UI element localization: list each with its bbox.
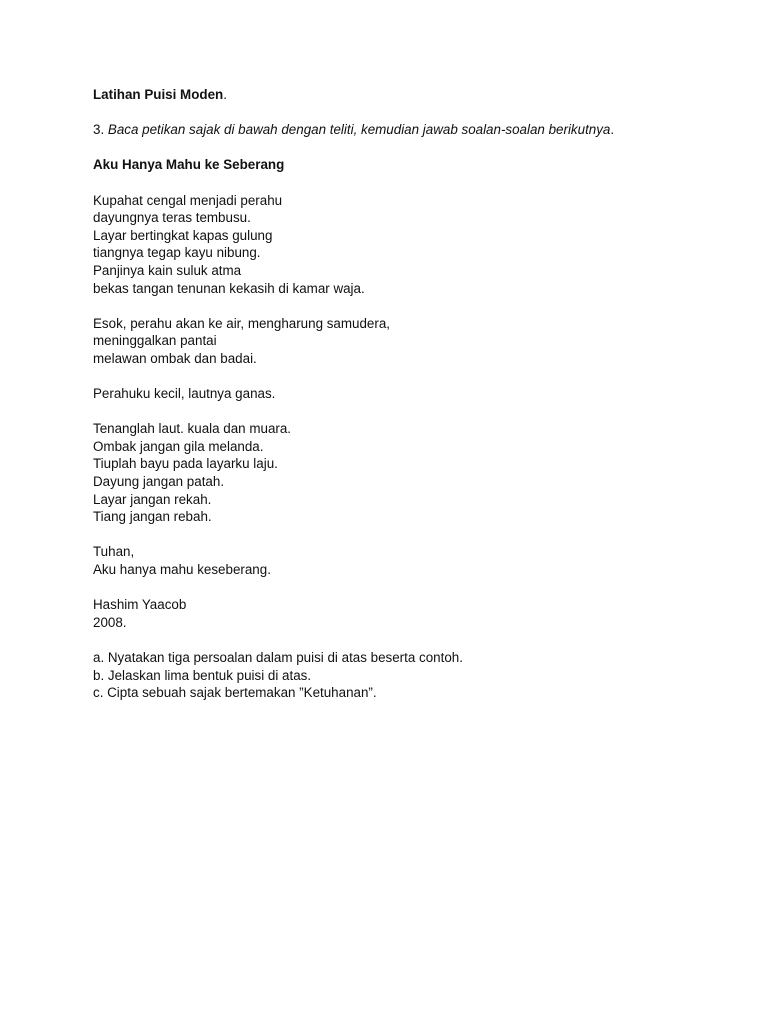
spacer: [93, 579, 733, 597]
poem-stanza-4: [93, 420, 733, 526]
poem-line: Tiang jangan rebah.: [93, 509, 212, 525]
poem-year: 2008.: [93, 614, 127, 630]
poem-stanza-3: [93, 385, 733, 403]
poem-line: Panjinya kain suluk atma: [93, 262, 242, 278]
document-title: [93, 86, 733, 104]
document-title-suffix: .: [223, 87, 227, 102]
poem-line: meninggalkan pantai: [93, 333, 217, 349]
question-a: a. Nyatakan tiga persoalan dalam puisi di atas beserta contoh.: [93, 650, 463, 665]
poem-line: Tiuplah bayu pada layarku laju.: [93, 456, 278, 472]
spacer: [93, 139, 733, 157]
spacer: [93, 368, 733, 386]
poem-stanza-1: [93, 192, 733, 298]
spacer: [93, 297, 733, 315]
instruction-text: Baca petikan sajak di bawah dengan teliti, kemudian jawab soalan-soalan berikutnya: [107, 122, 611, 138]
poem-line: bekas tangan tenunan kekasih di kamar waja.: [93, 280, 365, 296]
poem-stanza-2: [93, 315, 733, 368]
poem-line: Tenanglah laut. kuala dan muara.: [93, 421, 292, 437]
poem-line: Perahuku kecil, lautnya ganas.: [93, 386, 276, 402]
instruction-number: 3.: [93, 122, 105, 138]
poem-line: dayungnya teras tembusu.: [93, 210, 251, 226]
spacer: [93, 104, 733, 122]
question-b: b. Jelaskan lima bentuk puisi di atas.: [93, 667, 312, 683]
poem-line: Ombak jangan gila melanda.: [93, 438, 264, 454]
spacer: [93, 526, 733, 544]
poem-title: Aku Hanya Mahu ke Seberang: [93, 157, 285, 173]
spacer: [93, 403, 733, 421]
poem-line: Aku hanya mahu keseberang.: [93, 562, 271, 578]
poem-line: Kupahat cengal menjadi perahu: [93, 192, 283, 208]
poem-line: Tuhan,: [93, 544, 135, 560]
poem-line: Layar bertingkat kapas gulung: [93, 227, 273, 243]
document-page: [93, 86, 733, 702]
spacer: [93, 174, 733, 192]
instruction: [93, 121, 733, 139]
poem-line: Dayung jangan patah.: [93, 474, 225, 490]
poem-line: Esok, perahu akan ke air, mengharung samudera,: [93, 315, 391, 331]
instruction-suffix: .: [610, 122, 615, 138]
question-c: c. Cipta sebuah sajak bertemakan ”Ketuhanan”.: [93, 685, 377, 701]
spacer: [93, 631, 733, 649]
poem-stanza-5: [93, 543, 733, 578]
poem-author: Hashim Yaacob: [93, 597, 187, 613]
document-title-text: Latihan Puisi Moden: [93, 87, 224, 102]
poem-line: melawan ombak dan badai.: [93, 350, 257, 366]
poem-line: Layar jangan rekah.: [93, 491, 212, 507]
question-list: [93, 649, 733, 702]
poem-line: tiangnya tegap kayu nibung.: [93, 245, 261, 261]
